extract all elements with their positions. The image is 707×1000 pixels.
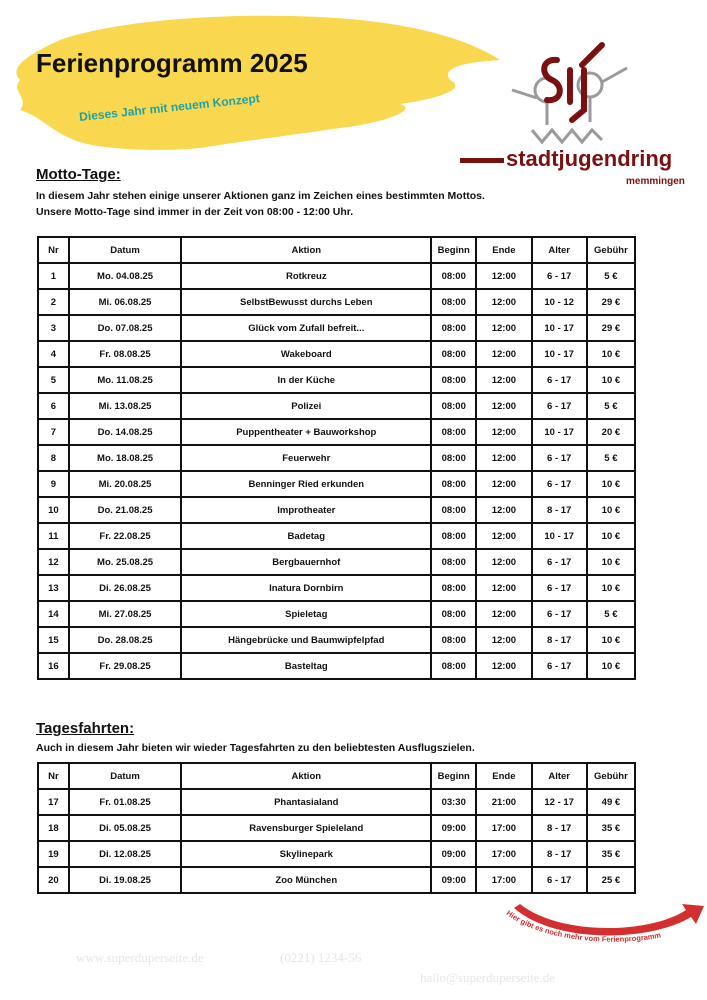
cell-beginn: 08:00: [431, 315, 476, 341]
cell-ende: 12:00: [476, 627, 531, 653]
table-row: [38, 497, 635, 523]
cell-beginn: 08:00: [431, 627, 476, 653]
cell-alter: 10 - 17: [532, 419, 587, 445]
col-aktion: Aktion: [181, 763, 431, 789]
cell-alter: 6 - 17: [532, 445, 587, 471]
cell-nr: 11: [38, 523, 69, 549]
cell-nr: 12: [38, 549, 69, 575]
cell-alter: 12 - 17: [532, 789, 587, 815]
cell-gebuehr: 5 €: [587, 263, 635, 289]
cell-gebuehr: 10 €: [587, 367, 635, 393]
cell-gebuehr: 35 €: [587, 841, 635, 867]
cell-nr: 6: [38, 393, 69, 419]
cell-beginn: 08:00: [431, 393, 476, 419]
cell-ende: 12:00: [476, 575, 531, 601]
cell-datum: Mi. 06.08.25: [69, 289, 182, 315]
cell-datum: Mi. 13.08.25: [69, 393, 182, 419]
cell-gebuehr: 5 €: [587, 445, 635, 471]
table-row: [38, 867, 635, 893]
cell-datum: Mi. 20.08.25: [69, 471, 182, 497]
col-ende: Ende: [476, 237, 531, 263]
cell-ende: 12:00: [476, 341, 531, 367]
cell-alter: 10 - 17: [532, 523, 587, 549]
cell-ende: 12:00: [476, 497, 531, 523]
cell-ende: 12:00: [476, 523, 531, 549]
cell-datum: Mo. 18.08.25: [69, 445, 182, 471]
cell-datum: Fr. 22.08.25: [69, 523, 182, 549]
table-row: [38, 789, 635, 815]
cell-beginn: 08:00: [431, 471, 476, 497]
cell-aktion: Skylinepark: [181, 841, 431, 867]
cell-beginn: 08:00: [431, 523, 476, 549]
cell-gebuehr: 25 €: [587, 867, 635, 893]
cell-nr: 19: [38, 841, 69, 867]
cell-ende: 12:00: [476, 549, 531, 575]
cell-alter: 6 - 17: [532, 575, 587, 601]
cell-gebuehr: 10 €: [587, 549, 635, 575]
cell-alter: 10 - 12: [532, 289, 587, 315]
cell-beginn: 09:00: [431, 815, 476, 841]
cell-gebuehr: 29 €: [587, 315, 635, 341]
table-row: [38, 419, 635, 445]
table-row: [38, 575, 635, 601]
table-header-row: [38, 237, 635, 263]
cell-nr: 16: [38, 653, 69, 679]
cell-nr: 18: [38, 815, 69, 841]
stadtjugendring-logo: [452, 30, 692, 190]
trips-table: [37, 762, 636, 894]
cell-aktion: Phantasialand: [181, 789, 431, 815]
cell-datum: Do. 14.08.25: [69, 419, 182, 445]
cell-alter: 10 - 17: [532, 315, 587, 341]
cell-gebuehr: 10 €: [587, 523, 635, 549]
cell-datum: Fr. 08.08.25: [69, 341, 182, 367]
yellow-brush-stroke: [0, 0, 520, 160]
col-alter: Alter: [532, 237, 587, 263]
cell-aktion: Improtheater: [181, 497, 431, 523]
motto-intro-line2: Unsere Motto-Tage sind immer in der Zeit von 08:00 - 12:00 Uhr.: [36, 206, 354, 218]
cell-ende: 12:00: [476, 601, 531, 627]
col-gebuehr: Gebühr: [587, 237, 635, 263]
cell-beginn: 08:00: [431, 601, 476, 627]
footer-email[interactable]: hallo@superduperseite.de: [420, 970, 556, 985]
cell-nr: 9: [38, 471, 69, 497]
footer-phone: (0221) 1234-56: [280, 950, 362, 965]
cell-alter: 6 - 17: [532, 263, 587, 289]
cell-nr: 1: [38, 263, 69, 289]
col-beginn: Beginn: [431, 237, 476, 263]
col-datum: Datum: [69, 237, 182, 263]
cell-datum: Mo. 11.08.25: [69, 367, 182, 393]
cell-aktion: Spieletag: [181, 601, 431, 627]
cell-ende: 12:00: [476, 653, 531, 679]
motto-heading: Motto-Tage:: [36, 166, 121, 183]
table-row: [38, 445, 635, 471]
cell-ende: 12:00: [476, 315, 531, 341]
cell-beginn: 08:00: [431, 497, 476, 523]
cell-alter: 10 - 17: [532, 341, 587, 367]
trips-intro: Auch in diesem Jahr bieten wir wieder Tagesfahrten zu den beliebtesten Ausflugszielen.: [36, 742, 475, 754]
cell-beginn: 08:00: [431, 263, 476, 289]
col-datum: Datum: [69, 763, 182, 789]
cell-nr: 3: [38, 315, 69, 341]
cell-nr: 14: [38, 601, 69, 627]
cell-nr: 7: [38, 419, 69, 445]
cell-alter: 8 - 17: [532, 815, 587, 841]
cell-beginn: 08:00: [431, 653, 476, 679]
page-title: Ferienprogramm 2025: [36, 48, 308, 78]
cell-aktion: Puppentheater + Bauworkshop: [181, 419, 431, 445]
cell-ende: 12:00: [476, 419, 531, 445]
footer-website[interactable]: www.superduperseite.de: [76, 950, 204, 965]
table-row: [38, 841, 635, 867]
cell-beginn: 08:00: [431, 575, 476, 601]
cell-aktion: Hängebrücke und Baumwipfelpfad: [181, 627, 431, 653]
cell-datum: Do. 28.08.25: [69, 627, 182, 653]
table-row: [38, 523, 635, 549]
table-row: [38, 549, 635, 575]
cell-gebuehr: 10 €: [587, 653, 635, 679]
cell-nr: 15: [38, 627, 69, 653]
cell-datum: Di. 26.08.25: [69, 575, 182, 601]
col-nr: Nr: [38, 763, 69, 789]
cell-aktion: Rotkreuz: [181, 263, 431, 289]
cell-nr: 20: [38, 867, 69, 893]
cell-alter: 6 - 17: [532, 471, 587, 497]
cell-gebuehr: 49 €: [587, 789, 635, 815]
table-row: [38, 627, 635, 653]
col-nr: Nr: [38, 237, 69, 263]
cell-datum: Mo. 25.08.25: [69, 549, 182, 575]
cell-beginn: 09:00: [431, 867, 476, 893]
cell-gebuehr: 10 €: [587, 471, 635, 497]
table-row: [38, 653, 635, 679]
cell-alter: 6 - 17: [532, 867, 587, 893]
cell-ende: 21:00: [476, 789, 531, 815]
cell-aktion: Wakeboard: [181, 341, 431, 367]
cell-aktion: Polizei: [181, 393, 431, 419]
cell-alter: 8 - 17: [532, 497, 587, 523]
cell-alter: 8 - 17: [532, 627, 587, 653]
cell-datum: Fr. 29.08.25: [69, 653, 182, 679]
cell-nr: 4: [38, 341, 69, 367]
cell-gebuehr: 10 €: [587, 341, 635, 367]
cell-nr: 8: [38, 445, 69, 471]
col-aktion: Aktion: [181, 237, 431, 263]
cell-alter: 8 - 17: [532, 841, 587, 867]
col-alter: Alter: [532, 763, 587, 789]
logo-underline: [460, 158, 504, 163]
cell-alter: 6 - 17: [532, 653, 587, 679]
cell-alter: 6 - 17: [532, 549, 587, 575]
cell-aktion: Glück vom Zufall befreit...: [181, 315, 431, 341]
cell-nr: 5: [38, 367, 69, 393]
table-row: [38, 263, 635, 289]
cell-alter: 6 - 17: [532, 367, 587, 393]
table-row: [38, 289, 635, 315]
cell-gebuehr: 35 €: [587, 815, 635, 841]
more-program-arrow: [500, 898, 707, 950]
cell-datum: Di. 19.08.25: [69, 867, 182, 893]
cell-ende: 12:00: [476, 445, 531, 471]
cell-aktion: Feuerwehr: [181, 445, 431, 471]
cell-nr: 2: [38, 289, 69, 315]
cell-beginn: 08:00: [431, 367, 476, 393]
table-row: [38, 367, 635, 393]
table-row: [38, 471, 635, 497]
cell-ende: 17:00: [476, 815, 531, 841]
cell-datum: Mo. 04.08.25: [69, 263, 182, 289]
cell-aktion: Ravensburger Spieleland: [181, 815, 431, 841]
cell-aktion: Bergbauernhof: [181, 549, 431, 575]
cell-gebuehr: 20 €: [587, 419, 635, 445]
table-row: [38, 341, 635, 367]
motto-intro-line1: In diesem Jahr stehen einige unserer Aktionen ganz im Zeichen eines bestimmten Mottos.: [36, 190, 485, 202]
cell-aktion: SelbstBewusst durchs Leben: [181, 289, 431, 315]
cell-ende: 12:00: [476, 367, 531, 393]
logo-name: stadtjugendring: [506, 146, 673, 171]
cell-aktion: Inatura Dornbirn: [181, 575, 431, 601]
cell-ende: 12:00: [476, 289, 531, 315]
cell-ende: 17:00: [476, 867, 531, 893]
col-ende: Ende: [476, 763, 531, 789]
cell-gebuehr: 10 €: [587, 575, 635, 601]
cell-aktion: Zoo München: [181, 867, 431, 893]
cell-nr: 13: [38, 575, 69, 601]
cell-ende: 12:00: [476, 471, 531, 497]
cell-datum: Di. 05.08.25: [69, 815, 182, 841]
table-row: [38, 601, 635, 627]
cell-aktion: Benninger Ried erkunden: [181, 471, 431, 497]
table-header-row: [38, 763, 635, 789]
table-row: [38, 815, 635, 841]
cell-gebuehr: 29 €: [587, 289, 635, 315]
cell-alter: 6 - 17: [532, 601, 587, 627]
cell-ende: 12:00: [476, 263, 531, 289]
col-gebuehr: Gebühr: [587, 763, 635, 789]
cell-beginn: 08:00: [431, 289, 476, 315]
cell-aktion: In der Küche: [181, 367, 431, 393]
cell-aktion: Basteltag: [181, 653, 431, 679]
cell-datum: Mi. 27.08.25: [69, 601, 182, 627]
cell-datum: Do. 21.08.25: [69, 497, 182, 523]
cell-alter: 6 - 17: [532, 393, 587, 419]
logo-city: memmingen: [626, 176, 685, 187]
cell-datum: Fr. 01.08.25: [69, 789, 182, 815]
cell-datum: Do. 07.08.25: [69, 315, 182, 341]
page-subtitle: Dieses Jahr mit neuem Konzept: [78, 91, 261, 124]
trips-heading: Tagesfahrten:: [36, 720, 135, 737]
cell-gebuehr: 10 €: [587, 497, 635, 523]
arrow-caption-text: Hier gibt es noch mehr vom Ferienprogramm: [504, 908, 662, 944]
cell-beginn: 08:00: [431, 549, 476, 575]
cell-datum: Di. 12.08.25: [69, 841, 182, 867]
cell-nr: 17: [38, 789, 69, 815]
cell-gebuehr: 5 €: [587, 601, 635, 627]
cell-beginn: 03:30: [431, 789, 476, 815]
col-beginn: Beginn: [431, 763, 476, 789]
cell-ende: 12:00: [476, 393, 531, 419]
sjr-initials-icon: [544, 45, 602, 120]
cell-ende: 17:00: [476, 841, 531, 867]
cell-beginn: 09:00: [431, 841, 476, 867]
table-row: [38, 393, 635, 419]
cell-beginn: 08:00: [431, 341, 476, 367]
cell-gebuehr: 10 €: [587, 627, 635, 653]
cell-nr: 10: [38, 497, 69, 523]
table-row: [38, 315, 635, 341]
cell-beginn: 08:00: [431, 419, 476, 445]
cell-beginn: 08:00: [431, 445, 476, 471]
cell-aktion: Badetag: [181, 523, 431, 549]
motto-table: [37, 236, 636, 680]
cell-gebuehr: 5 €: [587, 393, 635, 419]
